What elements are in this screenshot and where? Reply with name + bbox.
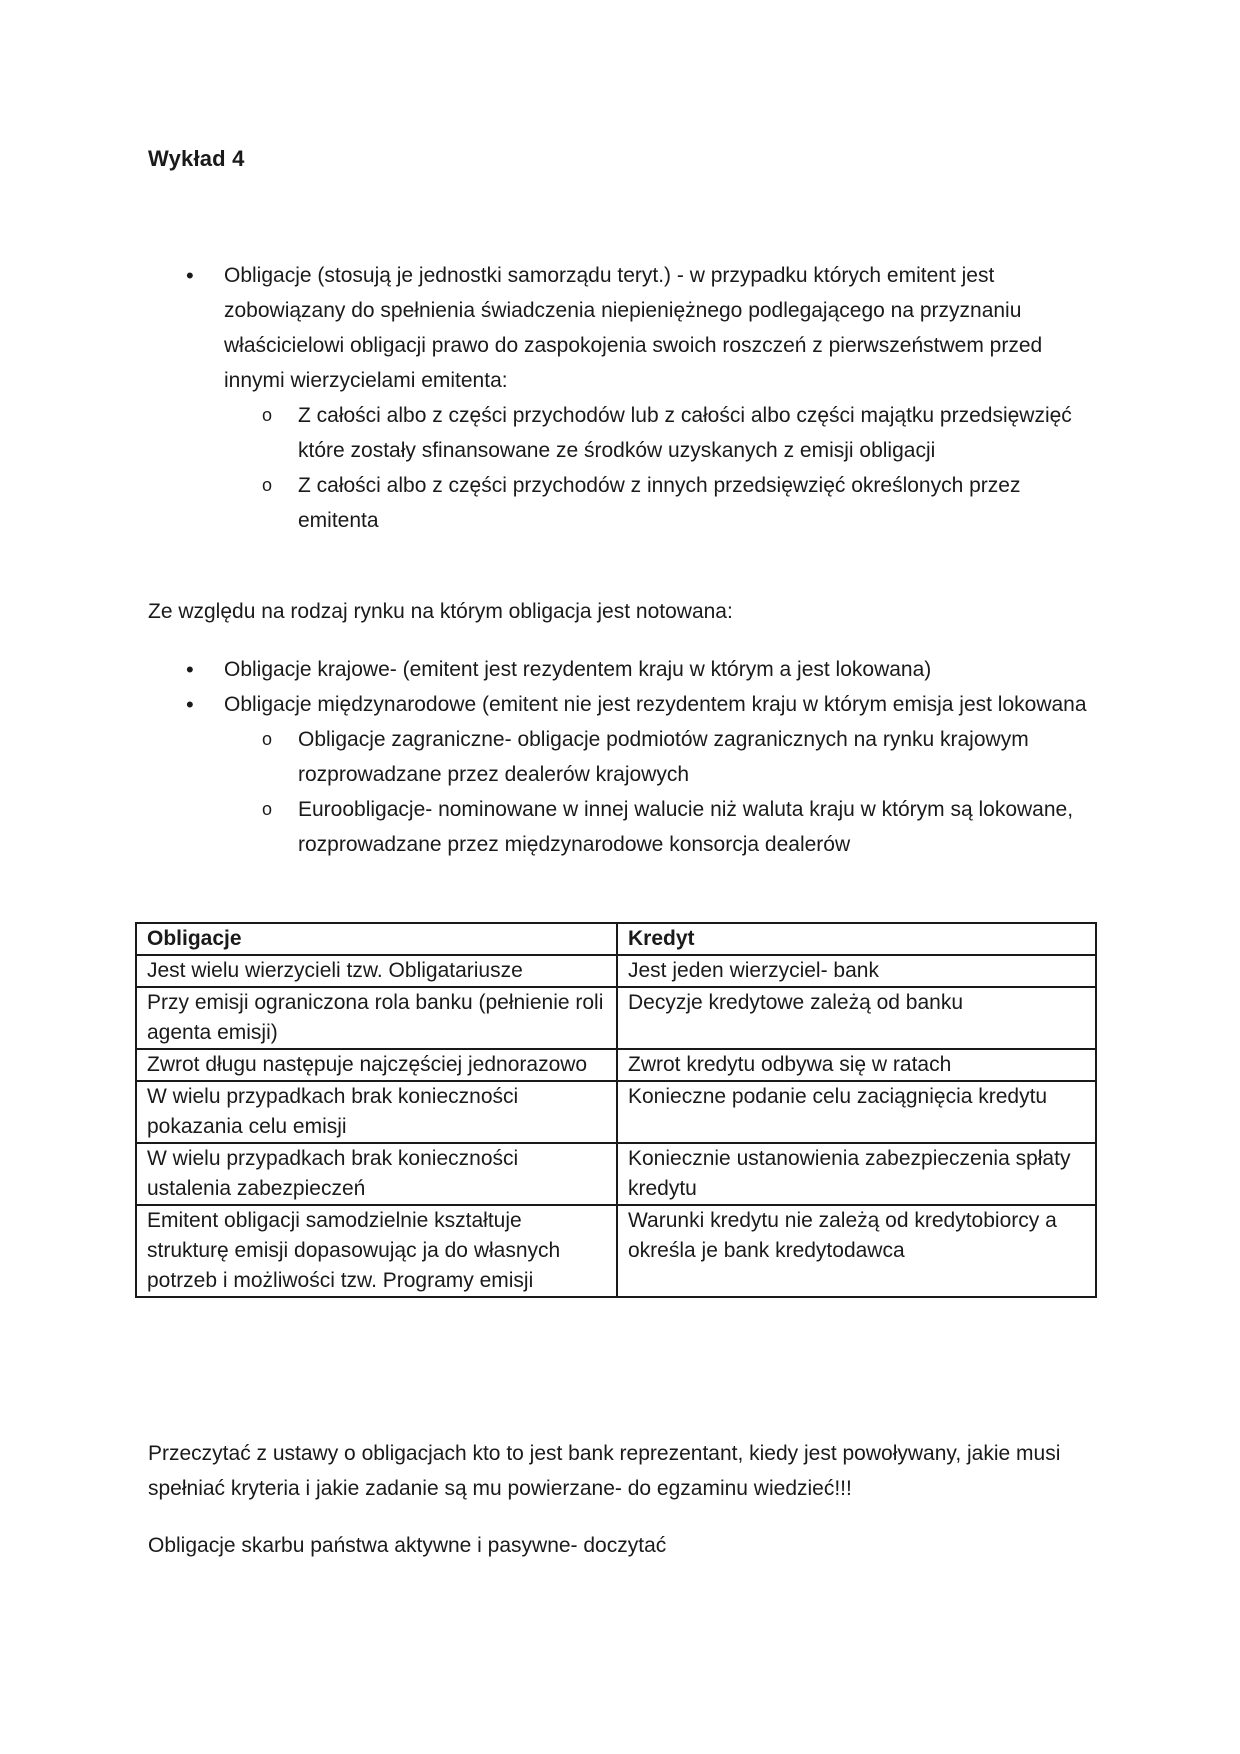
sub-list-item: [262, 792, 1106, 862]
sub-list-item: [262, 468, 1106, 538]
market-type-list: [186, 652, 1106, 862]
list-item-text: Obligacje (stosują je jednostki samorządu teryt.) - w przypadku których emitent jest zobowiązany do spełnienia świadczenia niepieniężnego podlegającego na przyznaniu właścicielowi obligacji prawo do zaspokojenia swoich roszczeń z pierwszeństwem przed innymi wierzycielami emitenta:: [224, 264, 1043, 392]
list-item-text: Obligacje krajowe- (emitent jest rezydentem kraju w którym a jest lokowana): [224, 658, 932, 681]
sub-list-item-text: Z całości albo z części przychodów lub z całości albo części majątku przedsięwzięć które zostały sfinansowane ze środków uzyskanych z emisji obligacji: [298, 404, 1072, 462]
table-cell: Zwrot kredytu odbywa się w ratach: [617, 1049, 1096, 1081]
circle-bullet-icon: o: [262, 729, 273, 749]
sub-list-item-text: Euroobligacje- nominowane w innej walucie niż waluta kraju w którym są lokowane, rozprowadzane przez międzynarodowe konsorcja dealerów: [298, 798, 1074, 856]
table-cell: Konieczne podanie celu zaciągnięcia kredytu: [617, 1081, 1096, 1143]
table-cell: Decyzje kredytowe zależą od banku: [617, 987, 1096, 1049]
circle-bullet-icon: o: [262, 475, 273, 495]
list-item: [186, 652, 1106, 687]
table-cell: Emitent obligacji samodzielnie kształtuje strukturę emisji dopasowując ja do własnych potrzeb i możliwości tzw. Programy emisji: [136, 1205, 617, 1297]
sub-list: [224, 398, 1106, 538]
table-cell: W wielu przypadkach brak konieczności ustalenia zabezpieczeń: [136, 1143, 617, 1205]
list-item: [186, 687, 1106, 862]
treasury-bond-note: Obligacje skarbu państwa aktywne i pasywne- doczytać: [148, 1534, 667, 1557]
table-row: [136, 1143, 1096, 1205]
column-header: Kredyt: [617, 923, 1096, 955]
sub-list-item-text: Z całości albo z części przychodów z innych przedsięwzięć określonych przez emitenta: [298, 474, 1021, 532]
table-row: [136, 987, 1096, 1049]
table-cell: Jest jeden wierzyciel- bank: [617, 955, 1096, 987]
circle-bullet-icon: o: [262, 799, 273, 819]
table-row: [136, 1205, 1096, 1297]
sub-list-item: [262, 722, 1106, 792]
table-cell: Warunki kredytu nie zależą od kredytobiorcy a określa je bank kredytodawca: [617, 1205, 1096, 1297]
table-row: [136, 1081, 1096, 1143]
sub-list-item-text: Obligacje zagraniczne- obligacje podmiotów zagranicznych na rynku krajowym rozprowadzane przez dealerów krajowych: [298, 728, 1029, 786]
lecture-title: Wykład 4: [148, 146, 245, 171]
market-intro: Ze względu na rodzaj rynku na którym obligacja jest notowana:: [148, 600, 733, 623]
column-header: Obligacje: [136, 923, 617, 955]
study-note: Przeczytać z ustawy o obligacjach kto to jest bank reprezentant, kiedy jest powoływany, jakie musi spełniać kryteria i jakie zadanie są mu powierzane- do egzaminu wiedzieć!!!: [148, 1442, 1061, 1500]
list-item: [186, 258, 1106, 538]
list-item-text: Obligacje międzynarodowe (emitent nie jest rezydentem kraju w którym emisja jest lokowana: [224, 693, 1087, 716]
bullet-icon: •: [186, 657, 194, 682]
circle-bullet-icon: o: [262, 405, 273, 425]
bullet-icon: •: [186, 692, 194, 717]
table-cell: Koniecznie ustanowienia zabezpieczenia spłaty kredytu: [617, 1143, 1096, 1205]
table-cell: Przy emisji ograniczona rola banku (pełnienie roli agenta emisji): [136, 987, 617, 1049]
table-cell: Zwrot długu następuje najczęściej jednorazowo: [136, 1049, 617, 1081]
bond-definition-list: [186, 258, 1106, 538]
table-row: [136, 955, 1096, 987]
table-row: [136, 1049, 1096, 1081]
comparison-table: [135, 922, 1097, 1298]
sub-list-item: [262, 398, 1106, 468]
table-cell: Jest wielu wierzycieli tzw. Obligatariusze: [136, 955, 617, 987]
sub-list: [224, 722, 1106, 862]
table-header-row: [136, 923, 1096, 955]
table-cell: W wielu przypadkach brak konieczności pokazania celu emisji: [136, 1081, 617, 1143]
bullet-icon: •: [186, 263, 194, 288]
